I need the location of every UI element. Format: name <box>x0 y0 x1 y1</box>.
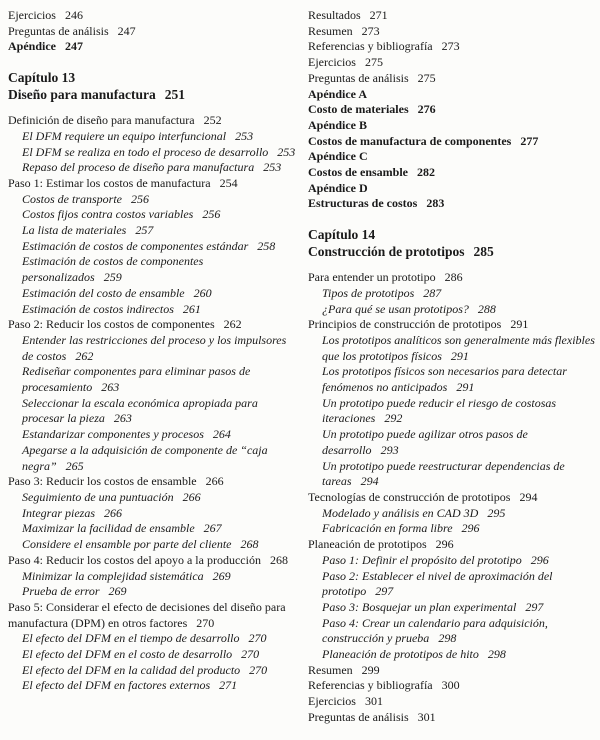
toc-entry <box>8 176 297 192</box>
toc-entry-label: Apéndice <box>8 39 56 54</box>
toc-entry <box>8 207 297 223</box>
toc-entry <box>8 537 297 553</box>
toc-entry-page-number: 252 <box>203 113 222 128</box>
toc-entry-page-number: 297 <box>525 599 544 614</box>
toc-entry-label: Modelado y análisis en CAD 3D <box>322 505 479 520</box>
toc-entry-label: Estimación de costos de componentes personalizados <box>22 254 204 285</box>
toc-entry <box>8 24 297 40</box>
toc-entry-label: Paso 4: Crear un calendario para adquisición, construcción y prueba <box>322 615 548 646</box>
toc-entry-label: Los prototipos físicos son necesarios para detectar fenómenos no anticipados <box>322 364 567 395</box>
toc-entry-label: Apéndice B <box>308 117 368 132</box>
toc-entry-label: Paso 5: Considerar el efecto de decisiones del diseño para manufactura (DPM) en otros factores <box>8 599 286 630</box>
toc-entry <box>8 506 297 522</box>
toc-entry-label: Paso 1: Estimar los costos de manufactura <box>8 175 211 190</box>
toc-entry <box>8 521 297 537</box>
toc-entry-label: Entender las restricciones del proceso y los impulsores de costos <box>22 332 287 363</box>
toc-entry <box>8 129 297 145</box>
toc-entry <box>308 647 597 663</box>
toc-entry-label: Ejercicios <box>8 8 56 22</box>
toc-entry <box>8 317 297 333</box>
toc-entry-page-number: 296 <box>461 521 480 536</box>
toc-entry <box>308 118 597 134</box>
toc-entry-page-number: 296 <box>435 537 454 552</box>
toc-entry-page-number: 270 <box>241 647 260 662</box>
toc-entry-label: Prueba de error <box>22 584 100 599</box>
toc-entry <box>308 427 597 458</box>
toc-entry <box>8 8 297 24</box>
toc-entry-page-number: 269 <box>212 568 231 583</box>
toc-entry-label: La lista de materiales <box>22 223 127 238</box>
toc-entry <box>8 678 297 694</box>
toc-entry-label: Estimación de costos indirectos <box>22 301 174 316</box>
toc-entry <box>308 364 597 395</box>
toc-entry <box>308 55 597 71</box>
toc-entry-label: Minimizar la complejidad sistemática <box>22 568 204 583</box>
toc-entry-label: Rediseñar componentes para eliminar pasos de procesamiento <box>22 364 251 395</box>
toc-entry-label: Apegarse a la adquisición de componente de “caja negra” <box>22 442 268 473</box>
toc-entry <box>308 569 597 600</box>
toc-entry-label: Para entender un prototipo <box>308 270 436 285</box>
toc-entry <box>308 24 597 40</box>
toc-entry-label: Integrar piezas <box>22 505 95 520</box>
toc-entry-page-number: 258 <box>257 238 276 253</box>
toc-entry-page-number: 260 <box>193 285 212 300</box>
toc-entry-page-number: 266 <box>205 474 224 489</box>
toc-entry-label: Referencias y bibliografía <box>308 39 433 54</box>
toc-entry-label: Capítulo 14 <box>308 227 376 243</box>
toc-entry <box>308 333 597 364</box>
toc-entry-label: Un prototipo puede agilizar otros pasos de desarrollo <box>322 427 528 457</box>
toc-entry-page-number: 301 <box>364 694 383 709</box>
toc-entry-label: El efecto del DFM en factores externos <box>22 678 211 693</box>
toc-entry-label: El efecto del DFM en la calidad del producto <box>22 662 241 677</box>
toc-entry-page-number: 256 <box>131 191 150 206</box>
toc-entry-page-number: 266 <box>182 489 201 504</box>
toc-entry-label: Costos de manufactura de componentes <box>308 133 512 148</box>
toc-entry <box>8 647 297 663</box>
toc-entry-label: El DFM se realiza en todo el proceso de desarrollo <box>22 144 269 159</box>
toc-entry <box>8 396 297 427</box>
toc-entry-label: Estimación de costos de componentes estándar <box>22 238 249 253</box>
toc-entry <box>308 134 597 150</box>
toc-entry-page-number: 261 <box>182 301 201 316</box>
toc-entry-label: Diseño para manufactura <box>8 87 156 103</box>
toc-entry-label: Planeación de prototipos <box>308 537 427 552</box>
toc-entry-label: Tecnologías de construcción de prototipos <box>308 489 511 504</box>
toc-entry-label: Preguntas de análisis <box>308 709 409 724</box>
toc-entry <box>308 616 597 647</box>
toc-column-right <box>308 8 597 740</box>
toc-entry-page-number: 257 <box>135 223 154 238</box>
toc-entry-label: Ejercicios <box>308 694 356 709</box>
toc-entry-page-number: 295 <box>487 505 506 520</box>
toc-entry <box>308 165 597 181</box>
toc-entry-page-number: 267 <box>203 521 222 536</box>
toc-entry <box>308 396 597 427</box>
toc-entry <box>8 223 297 239</box>
toc-entry-page-number: 254 <box>219 175 238 190</box>
toc-entry-page-number: 276 <box>417 102 436 117</box>
toc-entry <box>308 678 597 694</box>
toc-entry <box>308 181 597 197</box>
toc-entry-label: Construcción de prototipos <box>308 244 465 260</box>
toc-entry <box>8 192 297 208</box>
toc-entry <box>8 663 297 679</box>
toc-entry-page-number: 251 <box>164 87 185 103</box>
toc-entry <box>308 663 597 679</box>
toc-entry <box>308 87 597 103</box>
toc-entry-page-number: 294 <box>360 474 379 489</box>
toc-entry-label: Estimación del costo de ensamble <box>22 285 185 300</box>
toc-entry <box>308 226 597 243</box>
toc-entry <box>308 490 597 506</box>
toc-entry-page-number: 283 <box>426 196 445 211</box>
toc-entry-page-number: 282 <box>417 165 436 180</box>
toc-entry <box>308 317 597 333</box>
toc-entry <box>8 86 297 103</box>
toc-entry-label: Estructuras de costos <box>308 196 418 211</box>
toc-entry-page-number: 262 <box>223 317 242 332</box>
toc-entry-label: Los prototipos analíticos son generalmente más flexibles que los prototipos físicos <box>322 332 595 363</box>
toc-entry-page-number: 262 <box>75 348 94 363</box>
toc-entry <box>8 584 297 600</box>
toc-entry-label: Repaso del proceso de diseño para manufactura <box>22 160 255 175</box>
toc-entry-page-number: 266 <box>104 505 122 520</box>
toc-entry-page-number: 296 <box>530 552 549 567</box>
toc-entry-page-number: 298 <box>487 647 506 662</box>
toc-entry-label: El DFM requiere un equipo interfuncional <box>22 128 227 143</box>
toc-entry-label: Paso 2: Establecer el nivel de aproximación del prototipo <box>322 568 553 599</box>
toc-entry <box>308 459 597 490</box>
toc-entry-label: Paso 2: Reducir los costos de componentes <box>8 317 215 332</box>
toc-entry-page-number: 264 <box>212 427 231 442</box>
toc-entry-label: Seguimiento de una puntuación <box>22 489 174 504</box>
toc-entry-label: Preguntas de análisis <box>8 23 109 38</box>
toc-entry <box>8 254 297 285</box>
toc-entry-page-number: 285 <box>473 244 494 260</box>
toc-entry <box>8 600 297 631</box>
toc-entry-label: ¿Para qué se usan prototipos? <box>322 301 469 316</box>
toc-entry-label: Maximizar la facilidad de ensamble <box>22 521 195 536</box>
toc-entry-label: Apéndice A <box>308 86 368 101</box>
toc-entry-page-number: 300 <box>441 678 460 693</box>
toc-entry-label: Paso 4: Reducir los costos del apoyo a la producción <box>8 552 261 567</box>
toc-entry-page-number: 268 <box>240 537 259 552</box>
toc-entry <box>308 8 597 24</box>
toc-entry-page-number: 277 <box>520 133 539 148</box>
toc-entry-page-number: 287 <box>423 285 442 300</box>
toc-entry <box>8 145 297 161</box>
toc-entry-page-number: 269 <box>108 584 127 599</box>
toc-entry <box>308 537 597 553</box>
toc-entry-page-number: 253 <box>263 160 282 175</box>
toc-entry-page-number: 294 <box>519 489 538 504</box>
toc-column-left <box>8 8 297 740</box>
toc-entry-label: El efecto del DFM en el tiempo de desarrollo <box>22 631 240 646</box>
toc-entry <box>8 443 297 474</box>
toc-entry-page-number: 301 <box>417 709 436 724</box>
toc-entry-page-number: 270 <box>248 631 267 646</box>
toc-entry-label: Paso 3: Bosquejar un plan experimental <box>322 599 517 614</box>
toc-entry-label: Costos de ensamble <box>308 165 409 180</box>
toc-entry-label: Un prototipo puede reestructurar dependencias de tareas <box>322 458 565 489</box>
toc-entry <box>8 364 297 395</box>
toc-entry <box>8 239 297 255</box>
toc-entry-label: Fabricación en forma libre <box>322 521 453 536</box>
toc-entry-label: Resumen <box>308 662 353 677</box>
toc-entry <box>8 553 297 569</box>
toc-entry-label: Preguntas de análisis <box>308 70 409 85</box>
toc-entry-page-number: 268 <box>269 552 288 567</box>
toc-entry-label: Definición de diseño para manufactura <box>8 113 195 128</box>
toc-entry-page-number: 271 <box>369 8 388 22</box>
toc-entry-label: El efecto del DFM en el costo de desarrollo <box>22 647 233 662</box>
toc-entry-page-number: 253 <box>235 128 254 143</box>
toc-entry <box>308 600 597 616</box>
toc-entry-page-number: 291 <box>450 348 469 363</box>
toc-entry <box>8 569 297 585</box>
toc-entry <box>8 286 297 302</box>
toc-entry-label: Tipos de prototipos <box>322 285 415 300</box>
toc-entry-page-number: 246 <box>64 8 83 22</box>
toc-entry-label: Considere el ensamble por parte del cliente <box>22 537 232 552</box>
toc-entry-page-number: 265 <box>65 458 84 473</box>
toc-entry <box>8 427 297 443</box>
toc-entry-page-number: 256 <box>202 207 221 222</box>
toc-entry-page-number: 271 <box>219 678 238 693</box>
toc-entry-label: Costos de transporte <box>22 191 123 206</box>
toc-entry <box>8 160 297 176</box>
toc-entry <box>8 39 297 55</box>
toc-entry <box>308 302 597 318</box>
toc-entry <box>308 506 597 522</box>
toc-entry-label: Referencias y bibliografía <box>308 678 433 693</box>
toc-entry-label: Estandarizar componentes y procesos <box>22 427 204 442</box>
toc-entry-page-number: 247 <box>117 23 136 38</box>
toc-entry <box>308 286 597 302</box>
toc-entry-page-number: 270 <box>196 615 215 630</box>
toc-entry-label: Costos fijos contra costos variables <box>22 207 194 222</box>
toc-entry-page-number: 292 <box>384 411 403 426</box>
toc-entry <box>8 490 297 506</box>
toc-entry-label: Apéndice D <box>308 180 368 195</box>
toc-entry-page-number: 293 <box>380 442 399 457</box>
toc-entry-page-number: 247 <box>65 39 83 54</box>
toc-entry-label: Apéndice C <box>308 149 368 164</box>
toc-entry-page-number: 273 <box>361 23 380 38</box>
toc-entry-page-number: 270 <box>249 662 268 677</box>
toc-entry-page-number: 286 <box>444 270 463 285</box>
toc-entry-label: Un prototipo puede reducir el riesgo de costosas iteraciones <box>322 395 557 426</box>
toc-entry <box>308 39 597 55</box>
toc-entry <box>308 149 597 165</box>
toc-entry-label: Costo de materiales <box>308 102 409 117</box>
toc-entry-label: Ejercicios <box>308 55 356 70</box>
toc-entry <box>8 333 297 364</box>
toc-entry-page-number: 288 <box>477 301 496 316</box>
toc-entry-page-number: 291 <box>456 380 475 395</box>
toc-entry-page-number: 298 <box>438 631 457 646</box>
toc-entry <box>8 474 297 490</box>
toc-entry-label: Planeación de prototipos de hito <box>322 647 479 662</box>
toc-entry <box>308 243 597 260</box>
toc-entry <box>8 631 297 647</box>
toc-entry-label: Seleccionar la escala económica apropiada para procesar la pieza <box>22 395 258 426</box>
toc-entry <box>308 710 597 726</box>
toc-entry <box>8 302 297 318</box>
toc-entry-label: Resultados <box>308 8 361 22</box>
toc-entry-label: Paso 3: Reducir los costos de ensamble <box>8 474 197 489</box>
toc-entry-page-number: 299 <box>361 662 380 677</box>
toc-entry-page-number: 253 <box>277 144 296 159</box>
toc-entry <box>308 694 597 710</box>
toc-entry-page-number: 275 <box>417 70 436 85</box>
toc-entry <box>308 71 597 87</box>
toc-entry <box>308 270 597 286</box>
toc-entry <box>8 113 297 129</box>
toc-entry-label: Principios de construcción de prototipos <box>308 317 502 332</box>
toc-entry-page-number: 275 <box>364 55 383 70</box>
toc-entry <box>308 102 597 118</box>
toc-entry-page-number: 259 <box>103 270 122 285</box>
toc-entry-label: Resumen <box>308 23 353 38</box>
toc-entry-page-number: 273 <box>441 39 460 54</box>
toc-entry-label: Capítulo 13 <box>8 70 76 86</box>
toc-entry-page-number: 263 <box>113 411 132 426</box>
toc-entry-page-number: 263 <box>101 380 120 395</box>
toc-entry-label: Paso 1: Definir el propósito del prototipo <box>322 552 522 567</box>
toc-entry-page-number: 291 <box>510 317 529 332</box>
toc-entry-page-number: 297 <box>375 584 394 599</box>
toc-entry <box>308 196 597 212</box>
toc-entry <box>8 69 297 86</box>
toc-entry <box>308 553 597 569</box>
toc-entry <box>308 521 597 537</box>
